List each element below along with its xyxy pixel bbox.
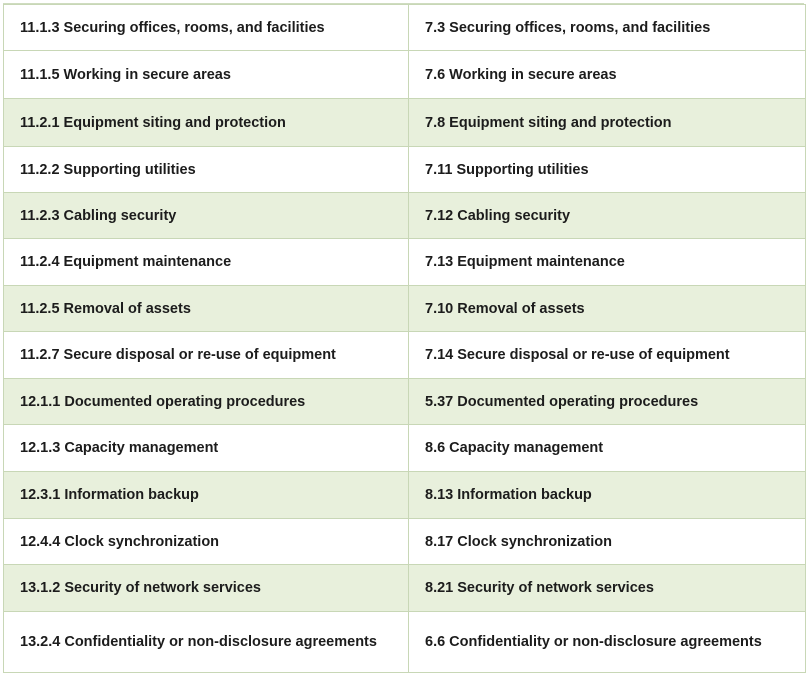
iso-2013-control-cell: 11.2.7 Secure disposal or re-use of equipment <box>4 332 409 379</box>
iso-2013-control-cell: 12.1.3 Capacity management <box>4 425 409 472</box>
iso-2022-control-cell: 8.6 Capacity management <box>409 425 806 472</box>
control-mapping-table-container <box>3 3 804 673</box>
table-row <box>4 425 806 472</box>
table-row <box>4 519 806 565</box>
iso-2013-control-cell: 11.2.5 Removal of assets <box>4 286 409 332</box>
iso-2022-control-cell: 8.13 Information backup <box>409 472 806 519</box>
iso-2022-control-cell: 7.14 Secure disposal or re-use of equipment <box>409 332 806 379</box>
iso-2022-control-cell: 7.12 Cabling security <box>409 193 806 239</box>
iso-2022-control-cell: 5.37 Documented operating procedures <box>409 379 806 425</box>
iso-2013-control-cell: 11.2.2 Supporting utilities <box>4 147 409 193</box>
table-row <box>4 286 806 332</box>
iso-2022-control-cell: 7.3 Securing offices, rooms, and facilities <box>409 5 806 51</box>
table-row <box>4 193 806 239</box>
iso-2013-control-cell: 11.2.1 Equipment siting and protection <box>4 99 409 147</box>
iso-2022-control-cell: 8.21 Security of network services <box>409 565 806 612</box>
table-row <box>4 51 806 99</box>
iso-2022-control-cell: 8.17 Clock synchronization <box>409 519 806 565</box>
iso-2022-control-cell: 7.13 Equipment maintenance <box>409 239 806 286</box>
iso-2013-control-cell: 11.1.5 Working in secure areas <box>4 51 409 99</box>
iso-2013-control-cell: 11.2.3 Cabling security <box>4 193 409 239</box>
iso-2013-control-cell: 12.1.1 Documented operating procedures <box>4 379 409 425</box>
table-row <box>4 5 806 51</box>
iso-2022-control-cell: 7.10 Removal of assets <box>409 286 806 332</box>
table-row <box>4 147 806 193</box>
iso-2013-control-cell: 11.1.3 Securing offices, rooms, and facilities <box>4 5 409 51</box>
control-mapping-table-body <box>4 5 806 673</box>
iso-2013-control-cell: 13.1.2 Security of network services <box>4 565 409 612</box>
iso-2013-control-cell: 13.2.4 Confidentiality or non-disclosure agreements <box>4 612 409 673</box>
control-mapping-table <box>3 4 806 673</box>
table-row <box>4 612 806 673</box>
iso-2022-control-cell: 7.6 Working in secure areas <box>409 51 806 99</box>
iso-2022-control-cell: 6.6 Confidentiality or non-disclosure agreements <box>409 612 806 673</box>
table-row <box>4 99 806 147</box>
iso-2013-control-cell: 12.3.1 Information backup <box>4 472 409 519</box>
table-row <box>4 239 806 286</box>
table-row <box>4 379 806 425</box>
table-row <box>4 332 806 379</box>
iso-2022-control-cell: 7.11 Supporting utilities <box>409 147 806 193</box>
table-row <box>4 472 806 519</box>
iso-2013-control-cell: 12.4.4 Clock synchronization <box>4 519 409 565</box>
iso-2022-control-cell: 7.8 Equipment siting and protection <box>409 99 806 147</box>
iso-2013-control-cell: 11.2.4 Equipment maintenance <box>4 239 409 286</box>
table-row <box>4 565 806 612</box>
